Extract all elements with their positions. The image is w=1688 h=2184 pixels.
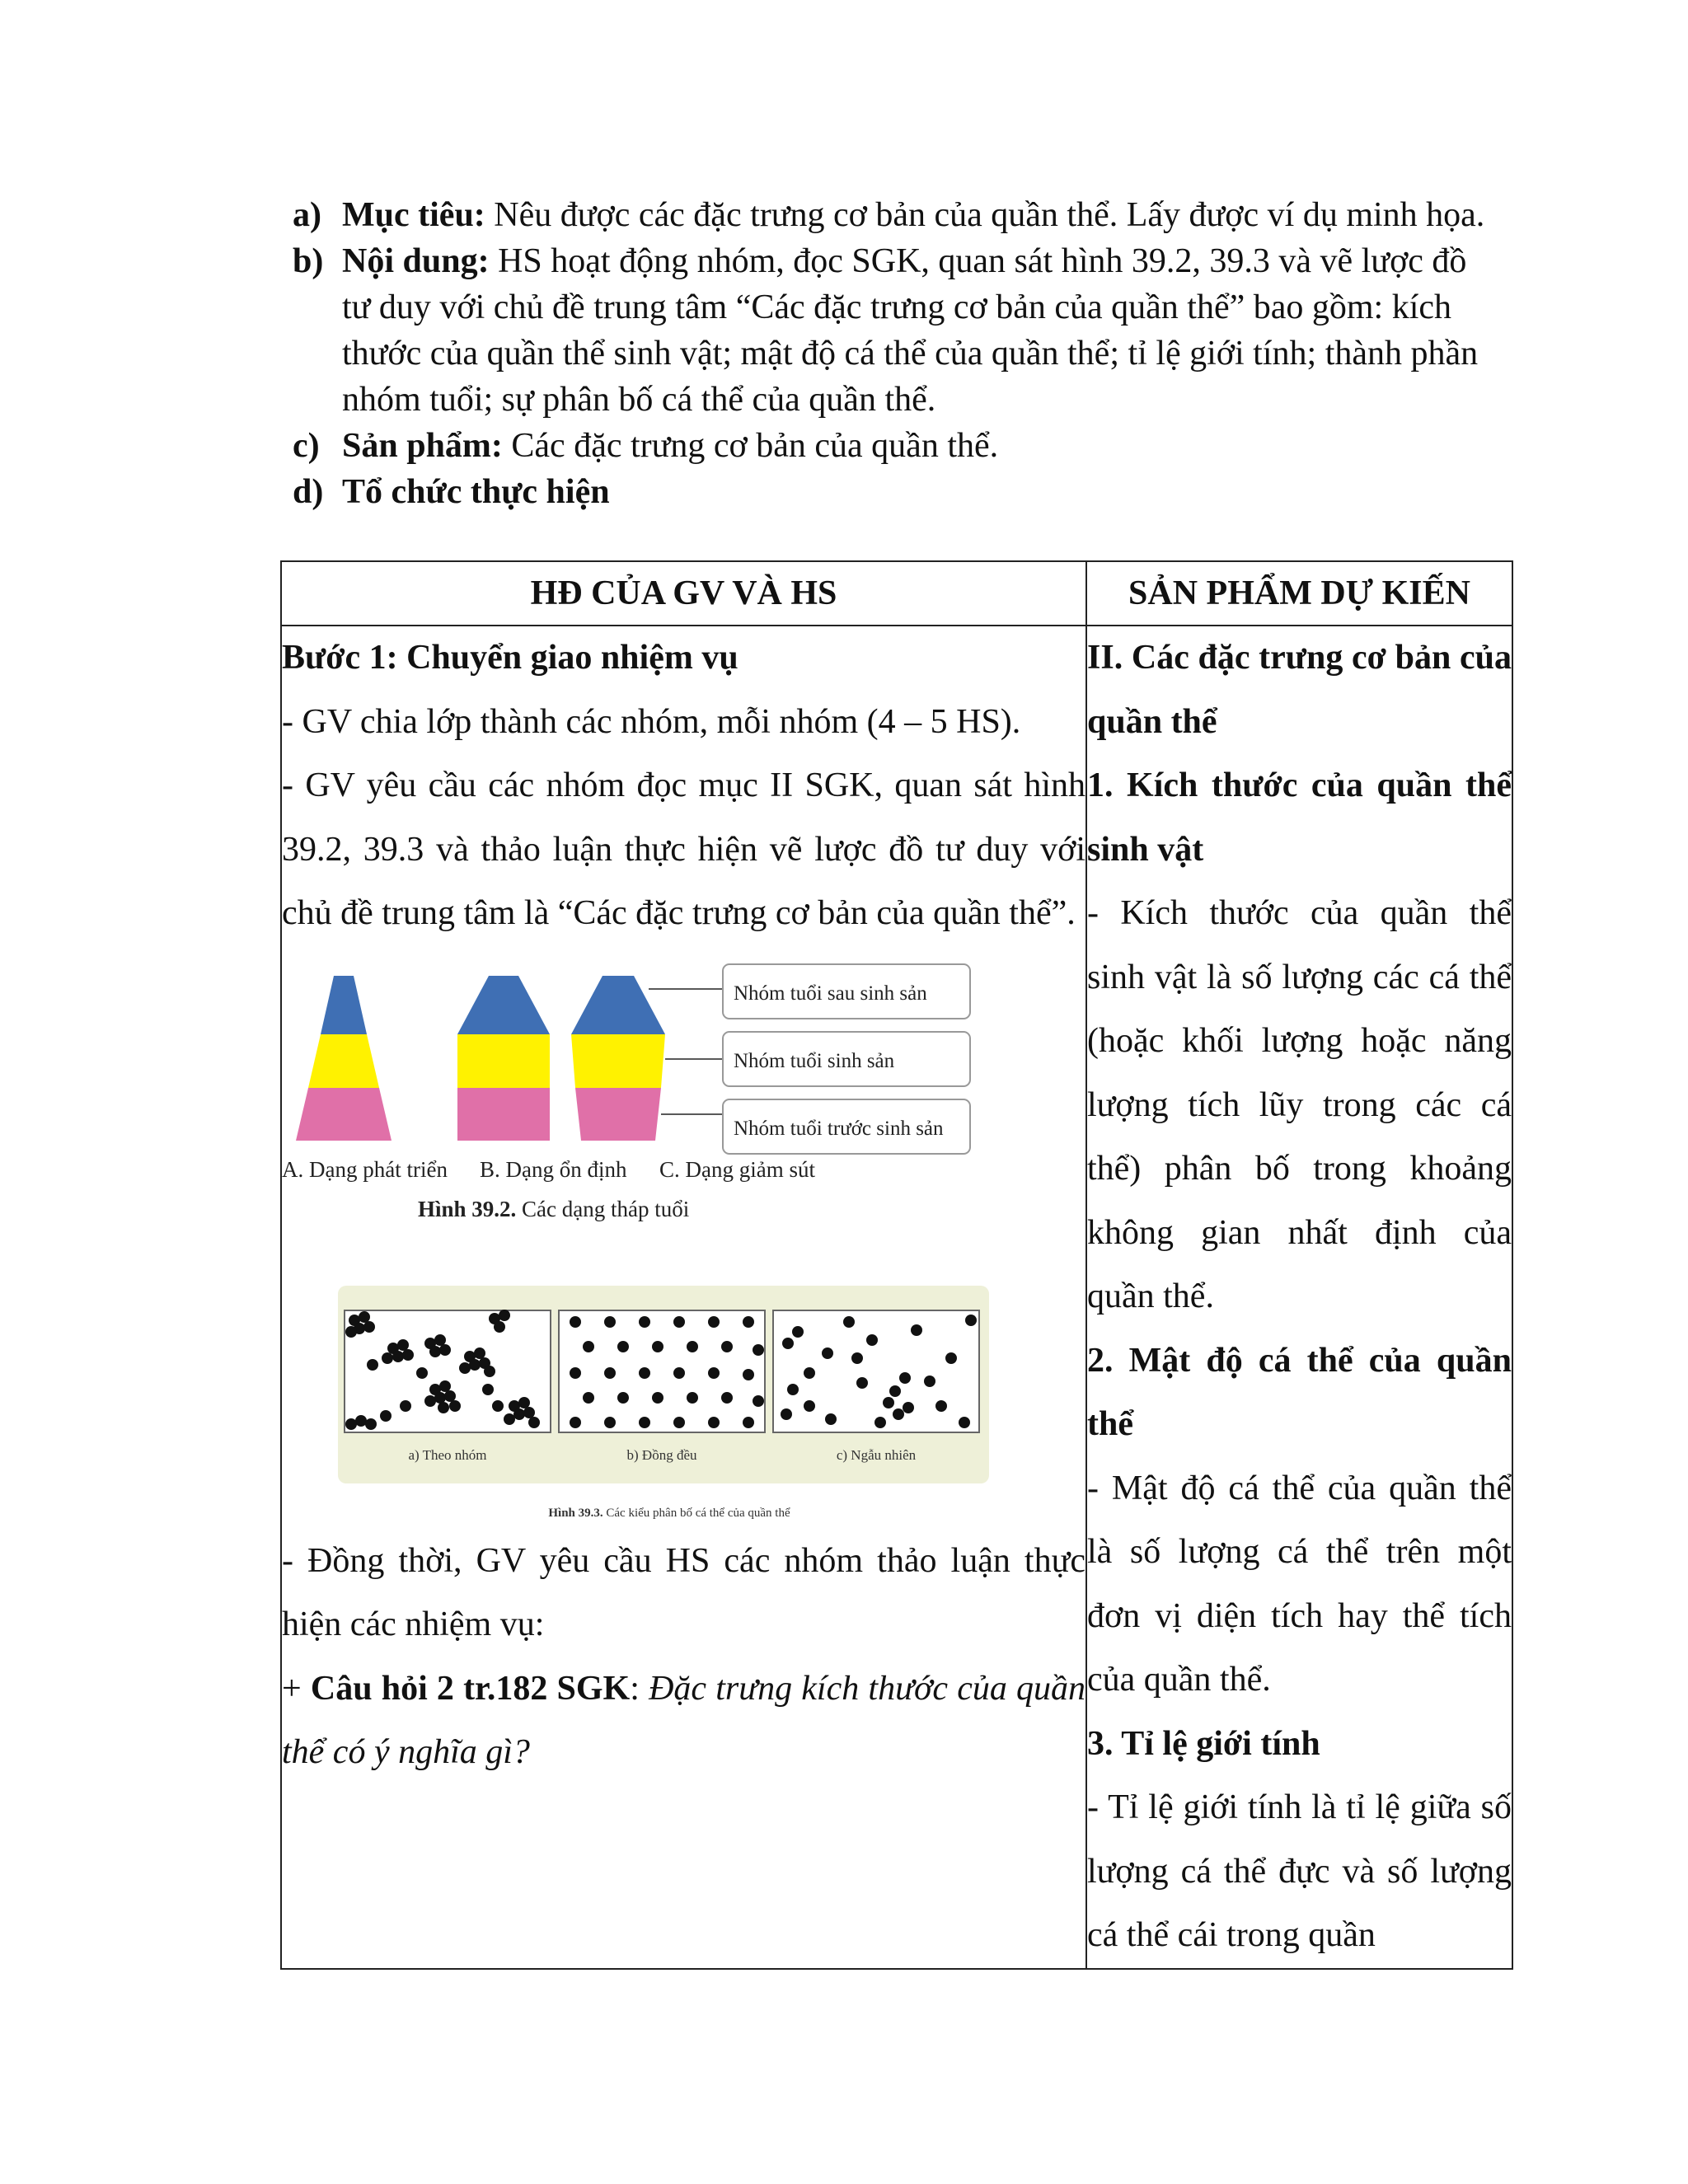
individual-dot (583, 1392, 594, 1404)
individual-dot (639, 1417, 650, 1428)
pyramid-b-middle (457, 1034, 550, 1088)
header-right: SẢN PHẨM DỰ KIẾN (1086, 561, 1512, 626)
age-group-legend (723, 964, 970, 1154)
intro-section (293, 192, 1488, 515)
individual-dot (753, 1344, 764, 1356)
section-3-heading: 3. Tỉ lệ giới tính (1087, 1724, 1320, 1763)
individual-dot (528, 1417, 540, 1428)
individual-dot (439, 1380, 451, 1392)
label-random: c) Ngẫu nhiên (836, 1446, 917, 1463)
individual-dot (903, 1402, 914, 1413)
individual-dot (924, 1376, 935, 1387)
figure-39-3-caption: Hình 39.3. Các kiểu phân bố cá thể của quần thể (548, 1506, 790, 1520)
pyramid-declining (571, 976, 665, 1141)
content-heading: Nội dung: (342, 242, 490, 280)
item-c-label: c) (293, 427, 320, 465)
individual-dot (866, 1334, 878, 1346)
pyramid-stable (457, 976, 550, 1141)
individual-dot (935, 1400, 947, 1412)
legend-post-reproductive: Nhóm tuổi sau sinh sản (734, 982, 927, 1005)
intro-item-b (293, 238, 1488, 423)
individual-dot (604, 1367, 616, 1379)
task-paragraph-1: - GV chia lớp thành các nhóm, mỗi nhóm (4 – 5 HS). (282, 702, 1021, 741)
pyramid-c-bottom (575, 1088, 661, 1141)
pyramid-growth (296, 976, 392, 1141)
section-ii-heading: II. Các đặc trưng cơ bản của quần thể (1087, 639, 1512, 741)
individual-dot (518, 1397, 530, 1408)
individual-dot (721, 1392, 733, 1404)
intro-item-c (293, 423, 1488, 469)
item-d-label: d) (293, 473, 324, 511)
individual-dot (787, 1384, 799, 1395)
individual-dot (782, 1338, 794, 1349)
individual-dot (459, 1362, 471, 1374)
individual-dot (444, 1390, 456, 1402)
individual-dot (400, 1400, 411, 1412)
task-paragraph-3: - Đồng thời, GV yêu cầu HS các nhóm thảo luận thực hiện các nhiệm vụ: (282, 1541, 1085, 1643)
panel-uniform (559, 1310, 765, 1432)
individual-dot (570, 1367, 581, 1379)
individual-dot (911, 1324, 922, 1336)
section-3-text: - Tỉ lệ giới tính là tỉ lệ giữa số lượng cá thể đực và số lượng cá thể cái trong quần (1087, 1788, 1512, 1954)
pyramid-c-middle (571, 1034, 665, 1088)
individual-dot (804, 1367, 815, 1379)
figure-39-3 (282, 1282, 1040, 1530)
section-1-heading: 1. Kích thước của quần thể sinh vật (1087, 766, 1512, 869)
legend-reproductive: Nhóm tuổi sinh sản (734, 1049, 895, 1072)
individual-dot (392, 1351, 404, 1362)
individual-dot (959, 1417, 970, 1428)
individual-dot (429, 1346, 441, 1357)
individual-dot (504, 1413, 515, 1425)
individual-dot (482, 1384, 494, 1395)
individual-dot (889, 1385, 901, 1397)
individual-dot (474, 1347, 485, 1359)
section-2-text: - Mật độ cá thể của quần thể là số lượng cá thể trên một đơn vị diện tích hay thể tích của quần thể. (1087, 1469, 1512, 1699)
individual-dot (804, 1400, 815, 1412)
item-a-label: a) (293, 196, 321, 234)
individual-dot (874, 1417, 886, 1428)
step-1-heading: Bước 1: Chuyển giao nhiệm vụ (282, 639, 738, 677)
individual-dot (484, 1366, 495, 1377)
individual-dot (639, 1316, 650, 1328)
individual-dot (355, 1415, 367, 1427)
individual-dot (494, 1321, 505, 1333)
teacher-student-cell (281, 626, 1086, 1969)
header-left: HĐ CỦA GV VÀ HS (281, 561, 1086, 626)
individual-dot (513, 1408, 525, 1420)
individual-dot (708, 1417, 720, 1428)
objective-heading: Mục tiêu: (342, 196, 485, 234)
pyramid-a-bottom (296, 1088, 392, 1141)
individual-dot (397, 1339, 409, 1351)
content-text: HS hoạt động nhóm, đọc SGK, quan sát hình 39.2, 39.3 và vẽ lược đồ tư duy với chủ đề trung tâm “Các đặc trưng cơ bản của quần thể” bao gồm: kích thước của quần thể sinh vật; mật độ cá thể của quần thể; tỉ lệ giới tính; thành phần nhóm tuổi; sự phân bố cá thể của quần thể. (342, 242, 1479, 419)
section-1-text: - Kích thước của quần thể sinh vật là số lượng các cá thể (hoặc khối lượng hoặc năng lượng tích lũy trong các cá thể) phân bố trong khoảng không gian nhất định của quần thể. (1087, 894, 1512, 1315)
activity-table (280, 560, 1513, 1970)
pyramid-b-bottom (457, 1088, 550, 1141)
label-growth: A. Dạng phát triển (282, 1156, 448, 1182)
task-paragraph-2: - GV yêu cầu các nhóm đọc mục II SGK, quan sát hình 39.2, 39.3 và thảo luận thực hiện vẽ lược đồ tư duy với chủ đề trung tâm là “Các đặc trưng cơ bản của quần thể”. (282, 766, 1085, 932)
individual-dot (583, 1341, 594, 1352)
individual-dot (604, 1316, 616, 1328)
individual-dot (825, 1413, 837, 1425)
individual-dot (965, 1315, 977, 1326)
individual-dot (604, 1417, 616, 1428)
individual-dot (617, 1392, 629, 1404)
individual-dot (652, 1341, 663, 1352)
individual-dot (687, 1341, 698, 1352)
expected-product-cell (1086, 626, 1512, 1969)
question-2-ref: Câu hỏi 2 tr.182 SGK (310, 1669, 631, 1708)
individual-dot (743, 1316, 754, 1328)
individual-dot (449, 1400, 461, 1412)
label-stable: B. Dạng ổn định (480, 1156, 627, 1182)
label-uniform: b) Đồng đều (626, 1446, 697, 1463)
pyramid-a-middle (308, 1034, 379, 1088)
item-b-label: b) (293, 242, 324, 280)
individual-dot (822, 1347, 833, 1359)
figure-39-2-caption: Hình 39.2. Các dạng tháp tuổi (418, 1196, 690, 1221)
individual-dot (893, 1408, 904, 1420)
individual-dot (469, 1359, 481, 1371)
individual-dot (570, 1417, 581, 1428)
individual-dot (792, 1326, 804, 1338)
individual-dot (708, 1316, 720, 1328)
individual-dot (687, 1392, 698, 1404)
individual-dot (570, 1316, 581, 1328)
figure-39-2 (282, 956, 1040, 1269)
legend-pre-reproductive: Nhóm tuổi trước sinh sản (734, 1117, 944, 1140)
individual-dot (523, 1407, 535, 1418)
individual-dot (365, 1418, 377, 1430)
intro-item-d (293, 469, 1488, 515)
pyramid-a-top (321, 976, 367, 1034)
individual-dot (434, 1334, 446, 1346)
individual-dot (753, 1395, 764, 1407)
individual-dot (367, 1359, 378, 1371)
individual-dot (499, 1310, 510, 1321)
individual-dot (883, 1397, 894, 1408)
individual-dot (345, 1326, 357, 1338)
product-heading: Sản phẩm: (342, 427, 503, 465)
product-text: Các đặc trưng cơ bản của quần thể. (502, 427, 999, 465)
individual-dot (781, 1408, 792, 1420)
individual-dot (856, 1377, 868, 1389)
individual-dot (380, 1410, 392, 1422)
individual-dot (673, 1417, 685, 1428)
individual-dot (743, 1369, 754, 1380)
individual-dot (382, 1352, 393, 1364)
individual-dot (743, 1417, 754, 1428)
label-clumped: a) Theo nhóm (408, 1446, 487, 1463)
question-2-text: Đặc trưng kích thước của quần thể có ý nghĩa gì? (282, 1669, 1086, 1771)
individual-dot (843, 1316, 855, 1328)
individual-dot (416, 1367, 428, 1379)
objective-text: Nêu được các đặc trưng cơ bản của quần thể. Lấy được ví dụ minh họa. (485, 196, 1485, 234)
intro-item-a (293, 192, 1488, 238)
individual-dot (492, 1400, 504, 1412)
label-declining: C. Dạng giảm sút (659, 1156, 815, 1182)
table-body-row (281, 626, 1512, 1969)
individual-dot (438, 1402, 449, 1413)
table-header-row (281, 561, 1512, 626)
individual-dot (617, 1341, 629, 1352)
pyramid-b-top (457, 976, 550, 1034)
individual-dot (639, 1367, 650, 1379)
individual-dot (673, 1367, 685, 1379)
individual-dot (652, 1392, 663, 1404)
individual-dot (439, 1344, 451, 1356)
individual-dot (424, 1395, 436, 1407)
individual-dot (708, 1367, 720, 1379)
individual-dot (434, 1392, 446, 1404)
question-2: + Câu hỏi 2 tr.182 SGK: Đặc trưng kích thước của quần thể có ý nghĩa gì? (282, 1669, 1086, 1771)
organization-heading: Tổ chức thực hiện (342, 473, 610, 511)
individual-dot (673, 1316, 685, 1328)
individual-dot (345, 1418, 357, 1430)
individual-dot (363, 1321, 375, 1333)
individual-dot (899, 1372, 911, 1384)
individual-dot (359, 1311, 370, 1323)
individual-dot (402, 1349, 414, 1361)
individual-dot (851, 1352, 863, 1364)
section-2-heading: 2. Mật độ cá thể của quần thể (1087, 1341, 1512, 1443)
individual-dot (945, 1352, 957, 1364)
pyramid-c-top (571, 976, 665, 1034)
individual-dot (721, 1341, 733, 1352)
